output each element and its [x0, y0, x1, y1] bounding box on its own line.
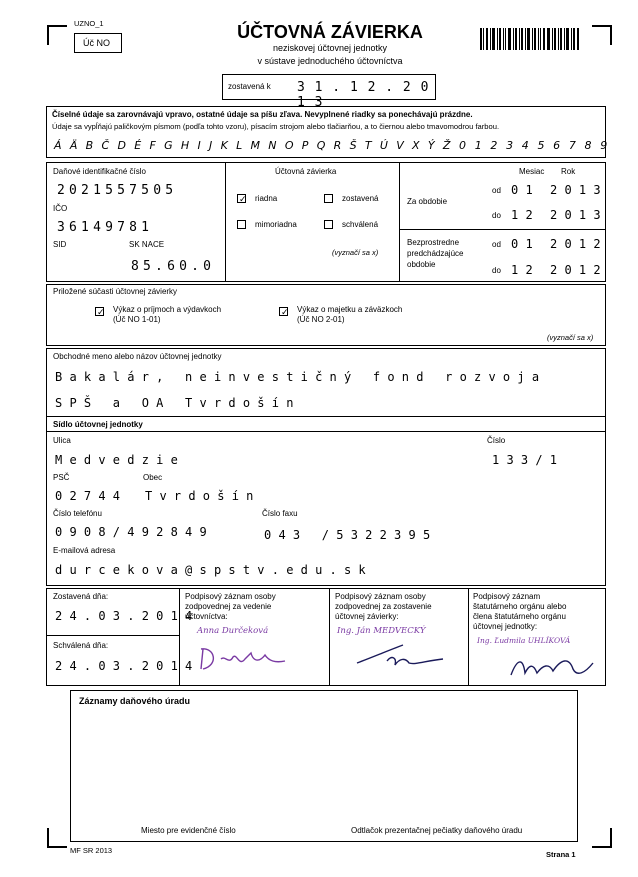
instructions-box: [46, 106, 610, 158]
phone-label: Číslo telefónu: [53, 509, 102, 518]
riadna-label: riadna: [255, 194, 278, 203]
do-label-current: do: [492, 211, 501, 220]
signatures-box: [46, 588, 606, 686]
current-period-label: Za obdobie: [407, 197, 448, 206]
obec-label: Obec: [143, 473, 163, 482]
attachment-1-checkbox[interactable]: ✓: [97, 307, 105, 317]
form-code: UZNO_1: [74, 19, 104, 28]
prev-from-month: 0 1: [511, 237, 533, 251]
uc-no-box: [74, 33, 122, 53]
compiler-sig-label-3: účtovnej závierky:: [335, 612, 399, 621]
do-label-prev: do: [492, 266, 501, 275]
accountant-sig-label-3: účtovníctva:: [185, 612, 228, 621]
current-to-month: 1 2: [511, 208, 533, 222]
approved-on-value: 2 4 . 0 3 . 2 0 1 4: [55, 659, 193, 673]
prev-period-label-2: predchádzajúce: [407, 249, 464, 258]
accountant-name: Anna Durčeková: [197, 626, 269, 636]
zostavena-label: zostavená: [342, 194, 379, 203]
compiled-date-label: zostavená k: [228, 82, 271, 91]
sknace-value: 85.60.0: [131, 259, 216, 274]
compiled-date-box: [222, 74, 436, 110]
uc-no-label: Úč NO: [83, 38, 110, 48]
od-label-prev: od: [492, 240, 501, 249]
attachments-box: [46, 284, 606, 346]
compiler-name: Ing. Ján MEDVECKÝ: [337, 626, 426, 636]
statutory-sig-label-2: štatutárneho orgánu alebo: [473, 602, 567, 611]
compiled-date-value: 3 1 . 1 2 . 2 0 1 3: [297, 80, 430, 110]
sknace-label: SK NACE: [129, 240, 165, 249]
current-from-year: 2 0 1 3: [550, 183, 601, 197]
mimoriadna-label: mimoriadna: [255, 220, 297, 229]
attachment-2-checkbox[interactable]: ✓: [281, 307, 289, 317]
page-number: Strana 1: [546, 850, 576, 859]
page-title: ÚČTOVNÁ ZÁVIERKA: [237, 22, 423, 42]
entity-name-label: Obchodné meno alebo názov účtovnej jednotky: [53, 352, 222, 361]
instructions-line-2: Údaje sa vypĺňajú paličkovým písmom (podľa tohto vzoru), písacím strojom alebo tlačiarňou, a to čiernou alebo tmavomodrou farbou.: [52, 122, 500, 131]
entity-name-line-1: B a k a l á r , n e i n v e s t i č n ý f o n d r o z v o j a: [55, 370, 540, 384]
compiled-on-label: Zostavená dňa:: [53, 592, 109, 601]
street-label: Ulica: [53, 436, 71, 445]
tax-office-box: [70, 690, 578, 842]
number-label: Číslo: [487, 436, 506, 445]
current-to-year: 2 0 1 3: [550, 208, 601, 222]
prev-to-month: 1 2: [511, 263, 533, 277]
ico-label: IČO: [53, 204, 68, 213]
accountant-sig-label-1: Podpisový záznam osoby: [185, 592, 276, 601]
barcode: [480, 28, 580, 50]
attachment-2-line1: Výkaz o majetku a záväzkoch: [297, 305, 403, 314]
corner-mark-bottom-left: [47, 828, 67, 848]
corner-mark-top-left: [47, 25, 67, 45]
attachment-1-line1: Výkaz o príjmoch a výdavkoch: [113, 305, 222, 314]
zostavena-checkbox[interactable]: [324, 194, 333, 203]
sid-label: SID: [53, 240, 67, 249]
statement-type-note: (vyznačí sa x): [332, 248, 379, 257]
phone-value: 0 9 0 8 / 4 9 2 8 4 9: [55, 525, 207, 539]
accountant-sig-label-2: zodpovednej za vedenie: [185, 602, 272, 611]
corner-mark-top-right: [592, 25, 612, 45]
compiler-sig-label-1: Podpisový záznam osoby: [335, 592, 426, 601]
dic-label: Daňové identifikačné číslo: [53, 167, 146, 176]
accountant-signature: [195, 641, 305, 675]
sample-alphabet: Á Ä B Č D É F G H I J K L M N O P Q R Š T Ú V X Ý Ž: [54, 139, 453, 152]
subtitle-line-2: v sústave jednoduchého účtovníctva: [257, 56, 403, 66]
attachment-2-line2: (Úč NO 2-01): [297, 315, 345, 324]
statutory-sig-label-3: člena štatutárneho orgánu: [473, 612, 566, 621]
prev-period-label-3: obdobie: [407, 260, 436, 269]
attachments-label: Priložené súčasti účtovnej závierky: [53, 287, 178, 296]
current-from-month: 0 1: [511, 183, 533, 197]
street-value: M e d v e d z i e: [55, 453, 178, 467]
ico-value: 36149781: [57, 220, 154, 235]
entity-box: [46, 348, 606, 586]
dic-value: 2021557505: [57, 183, 178, 198]
instructions-line-1: Číselné údaje sa zarovnávajú vpravo, ostatné údaje sa píšu zľava. Nevyplnené riadky sa ponechávajú prázdne.: [52, 110, 473, 119]
mesiac-label: Mesiac: [519, 167, 545, 176]
statutory-name: Ing. Ľudmila UHLÍKOVÁ: [477, 636, 571, 645]
statutory-signature: [503, 649, 599, 683]
corner-mark-bottom-right: [592, 828, 612, 848]
prev-to-year: 2 0 1 2: [550, 263, 601, 277]
obec-value: T v r d o š í n: [145, 489, 254, 503]
statutory-sig-label-1: Podpisový záznam: [473, 592, 541, 601]
attachment-1-line2: (Úč NO 1-01): [113, 315, 161, 324]
psc-label: PSČ: [53, 473, 70, 482]
footer-left: MF SR 2013: [70, 846, 113, 855]
stamp-label: Odtlačok prezentačnej pečiatky daňového úradu: [351, 826, 523, 835]
compiler-signature: [347, 639, 457, 675]
number-value: 1 3 3 / 1: [492, 453, 558, 467]
od-label-current: od: [492, 186, 501, 195]
prev-from-year: 2 0 1 2: [550, 237, 601, 251]
evidence-number-label: Miesto pre evidenčné číslo: [141, 826, 236, 835]
statement-type-label: Účtovná závierka: [275, 167, 337, 176]
rok-label: Rok: [561, 167, 576, 176]
email-value: d u r c e k o v a @ s p s t v . e d u . s k: [55, 563, 366, 577]
approved-on-label: Schválená dňa:: [53, 641, 109, 650]
entity-name-line-2: S P Š a O A T v r d o š í n: [55, 396, 294, 410]
subtitle-line-1: neziskovej účtovnej jednotky: [272, 43, 388, 53]
email-label: E-mailová adresa: [53, 546, 116, 555]
fax-value: 0 4 3 / 5 3 2 2 3 9 5: [264, 528, 431, 542]
riadna-checkbox[interactable]: ✓: [239, 194, 247, 204]
sample-digits: 0 1 2 3 4 5 6 7 8 9: [459, 139, 610, 152]
schvalena-checkbox[interactable]: [324, 220, 333, 229]
tax-office-label: Záznamy daňového úradu: [79, 696, 191, 706]
prev-period-label-1: Bezprostredne: [407, 238, 460, 247]
identification-box: [46, 162, 606, 282]
statutory-sig-label-4: účtovnej jednotky:: [473, 622, 538, 631]
schvalena-label: schválená: [342, 220, 379, 229]
seat-label: Sídlo účtovnej jednotky: [53, 420, 143, 429]
psc-value: 0 2 7 4 4: [55, 489, 121, 503]
compiler-sig-label-2: zodpovednej za zostavenie: [335, 602, 432, 611]
fax-label: Číslo faxu: [262, 509, 298, 518]
mimoriadna-checkbox[interactable]: [237, 220, 246, 229]
compiled-on-value: 2 4 . 0 3 . 2 0 1 4: [55, 609, 193, 623]
attachments-note: (vyznačí sa x): [547, 333, 594, 342]
